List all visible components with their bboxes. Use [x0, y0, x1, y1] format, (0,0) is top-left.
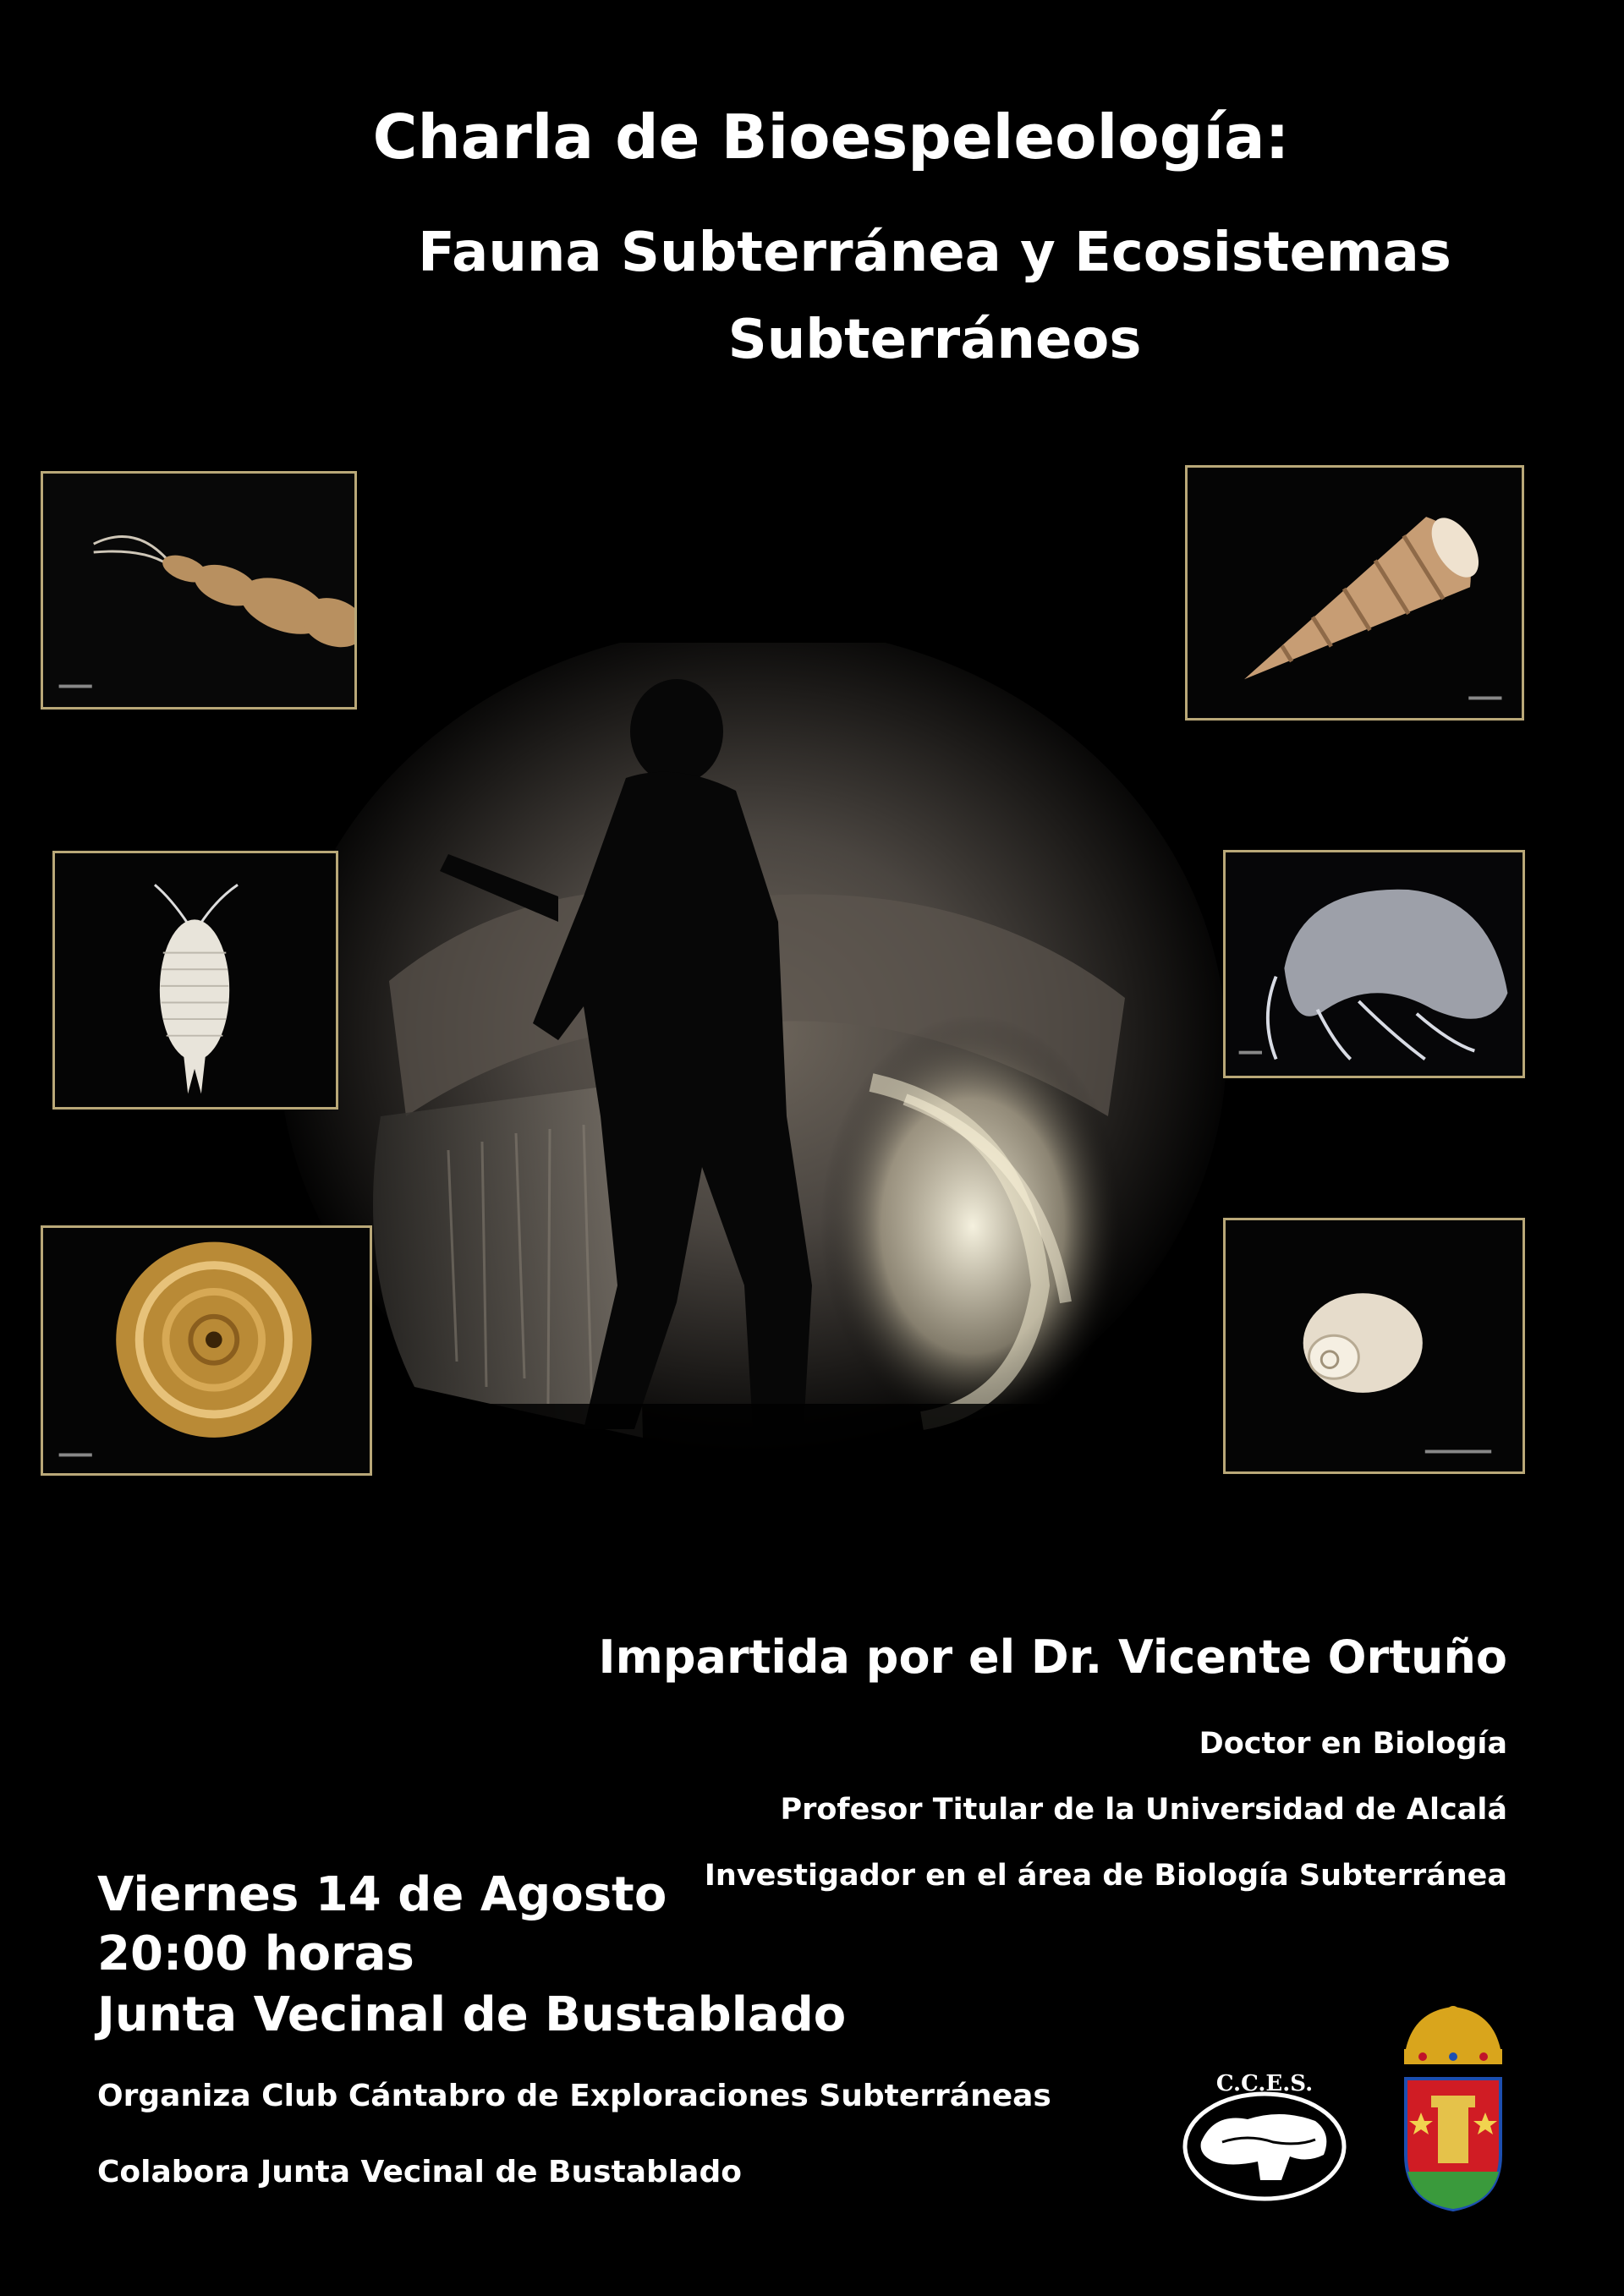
turret-shell-image [1188, 468, 1522, 718]
beetle-photo [41, 471, 357, 710]
poster-subtitle-line1: Fauna Subterránea y Ecosistemas [418, 222, 1451, 284]
planispiral-snail-photo [41, 1225, 372, 1476]
event-time: 20:00 horas [97, 1926, 414, 1981]
cave-explorer-photo [279, 643, 1226, 1471]
amphipod-photo [1223, 850, 1525, 1078]
poster-title: Charla de Bioespeleología: [372, 101, 1290, 173]
collaborator-text: Colabora Junta Vecinal de Bustablado [97, 2155, 742, 2189]
speaker-credential-research: Investigador en el área de Biología Subterránea [704, 1859, 1507, 1893]
isopod-image [55, 853, 336, 1107]
beetle-image [43, 474, 354, 707]
speaker-name: Impartida por el Dr. Vicente Ortuño [598, 1630, 1507, 1684]
poster-subtitle-line2: Subterráneos [727, 309, 1142, 371]
speaker-credential-position: Profesor Titular de la Universidad de Alcalá [780, 1793, 1507, 1827]
turret-snail-photo [1185, 465, 1524, 721]
white-shell-image [1226, 1220, 1522, 1471]
isopod-photo [52, 851, 338, 1110]
coat-of-arms-logo [1389, 2003, 1517, 2214]
speaker-credential-degree: Doctor en Biología [1199, 1727, 1507, 1761]
white-snail-photo [1223, 1218, 1525, 1474]
event-date: Viernes 14 de Agosto [97, 1867, 667, 1922]
snail-shell-image [43, 1228, 370, 1473]
event-place: Junta Vecinal de Bustablado [97, 1987, 847, 2042]
amphipod-image [1226, 852, 1522, 1076]
club-ccces-logo [1180, 2062, 1349, 2206]
organizer-text: Organiza Club Cántabro de Exploraciones Subterráneas [97, 2079, 1051, 2113]
club-logo-acronym: C.C.E.S. [1215, 2071, 1314, 2096]
